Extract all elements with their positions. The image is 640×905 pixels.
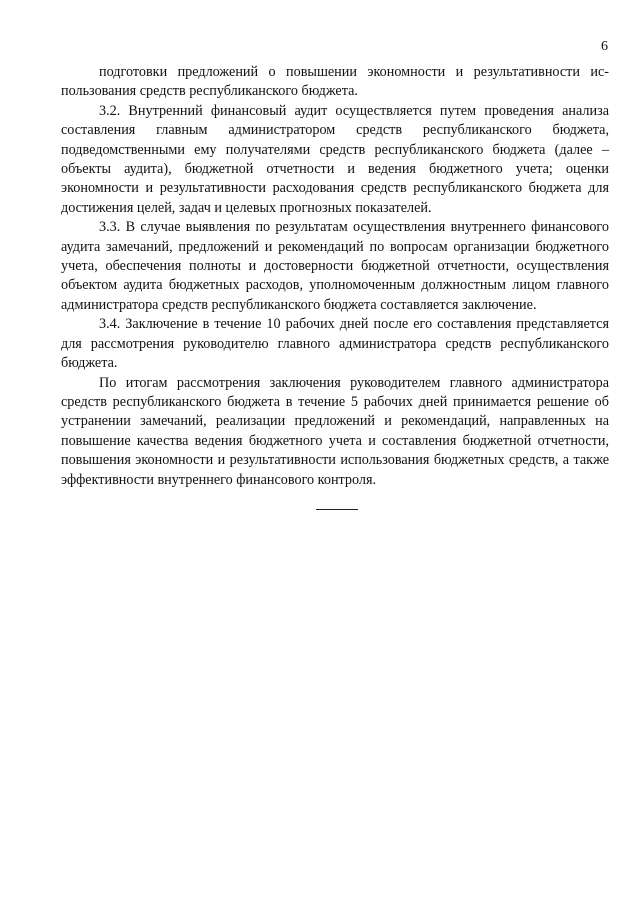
- end-of-document-rule: [316, 509, 358, 510]
- paragraph-continuation: подготовки предложений о повышении экономности и результативности использования средств республиканского бюджета.: [61, 64, 609, 100]
- paragraph-3-2: 3.2. Внутренний финансовый аудит осуществляется путем проведения анализа составления главным администратором средств республиканского бюджета, подведомственными ему получателями средств республиканского бюджета (далее – объекты аудита), бюджетной отчетности и ведения бюджетного учета; оценки экономности и результативности расходования средств республиканского бюджета для достижения целей, задач и целевых прогнозных показателей.: [61, 102, 609, 216]
- page-number: 6: [601, 39, 608, 54]
- paragraph-final: По итогам рассмотрения заключения руководителем главного администратора средств республиканского бюджета в течение 5 рабочих дней принимается решение об устранении замечаний, реализации предложений и рекомендаций, направленных на повышение качества ведения бюджетного учета и составления бюджетной отчетности, повышения экономности и результативности использования бюджетных средств, а также эффективности внутреннего финансового контроля.: [61, 374, 609, 488]
- paragraph-3-3: 3.3. В случае выявления по результатам осуществления внутреннего финансового аудита замечаний, предложений и рекомендаций по вопросам организации бюджетного учета, обеспечения полноты и достоверности бюджетной отчетности, осуществления объектом аудита бюджетных расходов, уполномоченным должностным лицом главного администратора средств республиканского бюджета составляется заключение.: [61, 219, 609, 313]
- paragraph-3-4: 3.4. Заключение в течение 10 рабочих дней после его составления представляется для рассмотрения руководителю главного администратора средств республиканского бюджета.: [61, 316, 609, 372]
- document-body: [61, 63, 609, 490]
